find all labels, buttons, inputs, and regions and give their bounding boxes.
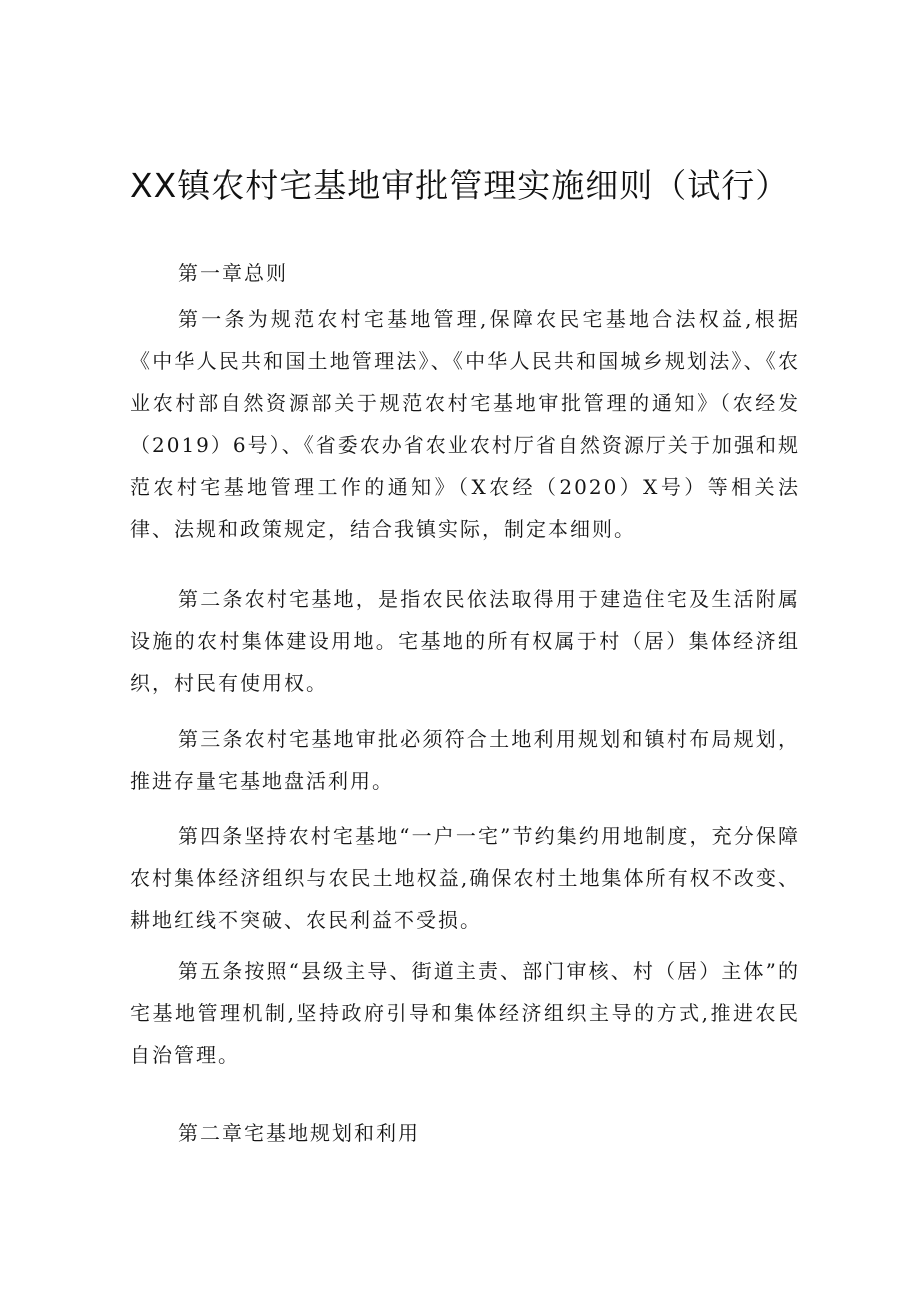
article-4 xyxy=(130,815,800,941)
article-1-text: 第一条为规范农村宅基地管理,保障农民宅基地合法权益,根据《中华人民共和国土地管理法》、《中华人民共和国城乡规划法》、《农业农村部自然资源部关于规范农村宅基地审批管理的通知》（农经发（2019）6号）、《省委农办省农业农村厅省自然资源厅关于加强和规范农村宅基地管理工作的通知》（X农经（2020）X号）等相关法律、法规和政策规定，结合我镇实际，制定本细则。 xyxy=(130,307,800,541)
article-1 xyxy=(130,298,800,550)
article-3-text: 第三条农村宅基地审批必须符合土地利用规划和镇村布局规划，推进存量宅基地盘活利用。 xyxy=(130,727,800,793)
article-2 xyxy=(130,578,800,704)
article-5 xyxy=(130,950,800,1076)
article-4-text: 第四条坚持农村宅基地“一户一宅”节约集约用地制度，充分保障农村集体经济组织与农民土地权益,确保农村土地集体所有权不改变、耕地红线不突破、农民利益不受损。 xyxy=(130,824,800,932)
chapter-heading-2: 第二章宅基地规划和利用 xyxy=(178,1121,420,1145)
article-2-text: 第二条农村宅基地，是指农民依法取得用于建造住宅及生活附属设施的农村集体建设用地。宅基地的所有权属于村（居）集体经济组织，村民有使用权。 xyxy=(130,587,800,695)
article-5-text: 第五条按照“县级主导、街道主责、部门审核、村（居）主体”的宅基地管理机制,坚持政府引导和集体经济组织主导的方式,推进农民自治管理。 xyxy=(130,959,800,1067)
chapter-heading-1: 第一章总则 xyxy=(178,261,288,285)
article-3 xyxy=(130,718,800,802)
document-title: XX镇农村宅基地审批管理实施细则（试行） xyxy=(130,166,790,205)
